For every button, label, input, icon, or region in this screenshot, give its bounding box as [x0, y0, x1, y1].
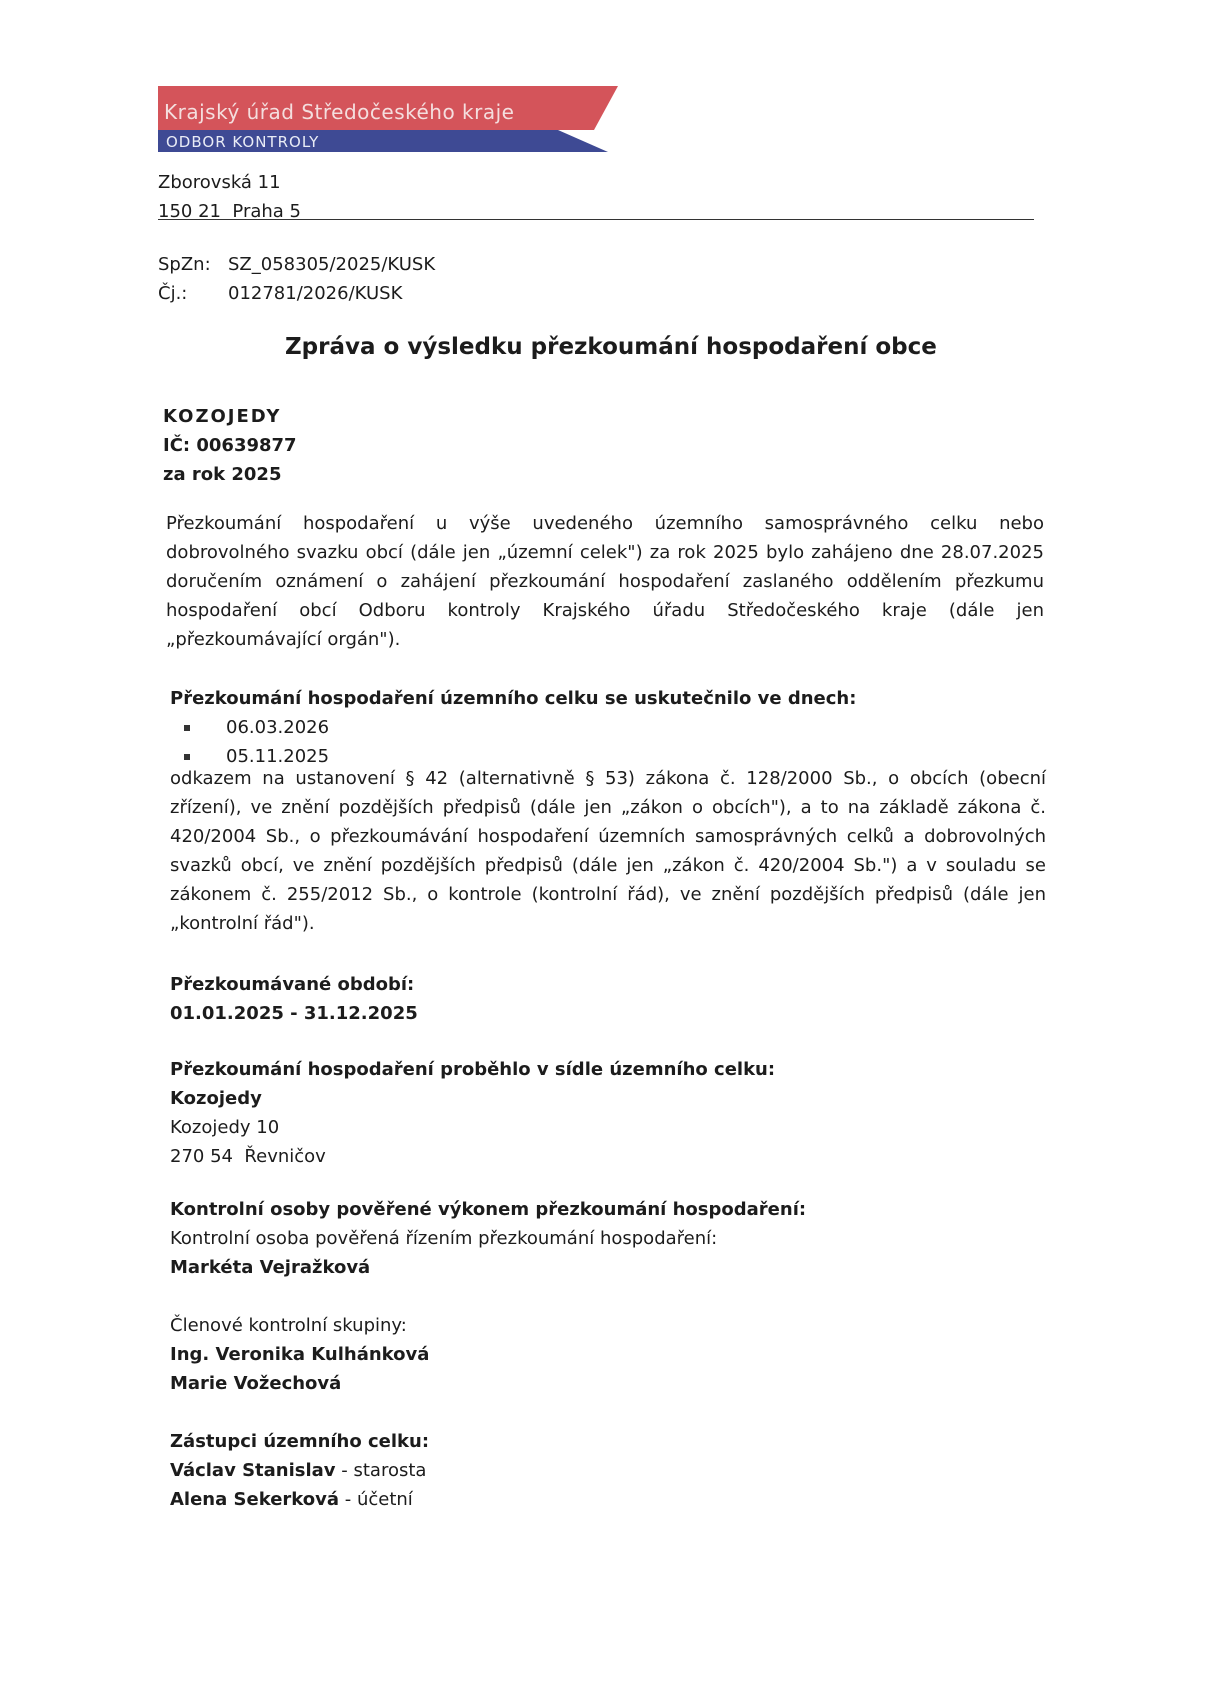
representative-row — [170, 1456, 1048, 1485]
spzn-value: SZ_058305/2025/KUSK — [228, 254, 436, 275]
dates-heading: Přezkoumání hospodaření územního celku se uskutečnilo ve dnech: — [170, 688, 857, 709]
bullet-icon — [184, 725, 190, 731]
representatives-section — [170, 1427, 1048, 1514]
date-value: 05.11.2025 — [226, 746, 330, 767]
representative-role: - starosta — [335, 1460, 427, 1481]
legal-paragraph: odkazem na ustanovení § 42 (alternativně § 53) zákona č. 128/2000 Sb., o obcích (obecní zřízení), ve znění pozdějších předpisů (dále jen „zákon o obcích"), a to na základě zákona č. 420/2004 Sb., o přezkoumávání hospodaření územních samosprávných celků a dobrovolných svazků obcí, ve znění pozdějších předpisů (dále jen „zákon č. 420/2004 Sb.") a v souladu se zákonem č. 255/2012 Sb., o kontrole (kontrolní řád), ve znění pozdějších předpisů (dále jen „kontrolní řád"). — [170, 768, 1046, 934]
dates-list — [170, 713, 1048, 771]
municipality-ic: IČ: 00639877 — [163, 435, 297, 456]
members-heading: Členové kontrolní skupiny: — [170, 1315, 407, 1336]
municipality-name: KOZOJEDY — [163, 406, 282, 427]
office-logo — [158, 86, 618, 152]
cj-value: 012781/2026/KUSK — [228, 283, 403, 304]
subject-block — [163, 402, 297, 489]
place-section — [170, 1055, 1048, 1171]
place-city: 270 54 Řevničov — [170, 1146, 326, 1167]
logo-office-name: Krajský úřad Středočeského kraje — [164, 100, 515, 124]
persons-heading: Kontrolní osoby pověřené výkonem přezkoumání hospodaření: — [170, 1199, 807, 1220]
list-item — [170, 713, 1048, 742]
representative-row — [170, 1485, 1048, 1514]
persons-section — [170, 1195, 1048, 1282]
dates-section — [170, 684, 1048, 771]
representative-name: Václav Stanislav — [170, 1460, 336, 1481]
period-section — [170, 970, 1048, 1028]
lead-label: Kontrolní osoba pověřená řízením přezkoumání hospodaření: — [170, 1228, 718, 1249]
cj-row — [158, 279, 435, 308]
address-city: 150 21 Praha 5 — [158, 201, 302, 222]
date-value: 06.03.2026 — [226, 717, 330, 738]
representative-name: Alena Sekerková — [170, 1489, 340, 1510]
reference-numbers — [158, 250, 435, 308]
representative-role: - účetní — [339, 1489, 413, 1510]
place-name: Kozojedy — [170, 1088, 262, 1109]
header-divider — [158, 219, 1034, 220]
address-street: Zborovská 11 — [158, 172, 281, 193]
member-name: Marie Vožechová — [170, 1373, 342, 1394]
period-value: 01.01.2025 - 31.12.2025 — [170, 1003, 418, 1024]
document-title: Zpráva o výsledku přezkoumání hospodaření obce — [285, 334, 937, 360]
sender-address — [158, 168, 301, 226]
intro-paragraph: Přezkoumání hospodaření u výše uvedeného územního samosprávného celku nebo dobrovolného svazku obcí (dále jen „územní celek") za rok 2025 bylo zahájeno dne 28.07.2025 doručením oznámení o zahájení přezkoumání hospodaření zaslaného oddělením přezkumu hospodaření obcí Odboru kontroly Krajského úřadu Středočeského kraje (dále jen „přezkoumávající orgán"). — [166, 513, 1044, 650]
place-street: Kozojedy 10 — [170, 1117, 280, 1138]
cj-label: Čj.: — [158, 283, 188, 304]
lead-name: Markéta Vejražková — [170, 1257, 371, 1278]
logo-department-name: ODBOR KONTROLY — [166, 133, 320, 151]
period-heading: Přezkoumávané období: — [170, 974, 415, 995]
bullet-icon — [184, 754, 190, 760]
member-name: Ing. Veronika Kulhánková — [170, 1344, 430, 1365]
spzn-label: SpZn: — [158, 254, 211, 275]
spzn-row — [158, 250, 435, 279]
members-section — [170, 1311, 1048, 1398]
representatives-heading: Zástupci územního celku: — [170, 1431, 430, 1452]
report-year: za rok 2025 — [163, 464, 282, 485]
place-heading: Přezkoumání hospodaření proběhlo v sídle územního celku: — [170, 1059, 776, 1080]
